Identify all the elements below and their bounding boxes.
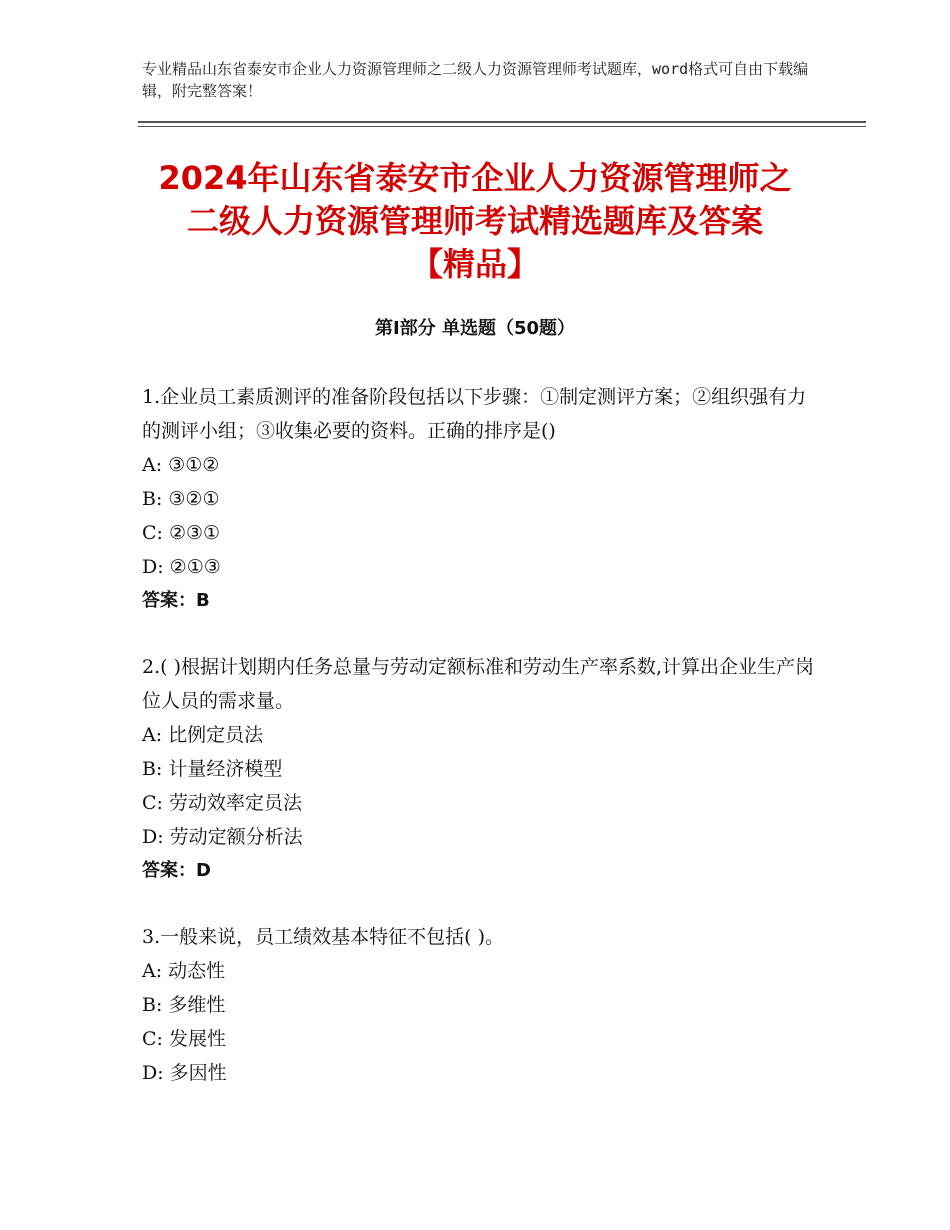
title-line-3: 【精品】 bbox=[410, 245, 539, 283]
document-title bbox=[100, 157, 850, 286]
option-d: D: 多因性 bbox=[142, 1062, 227, 1084]
header-note: 专业精品山东省泰安市企业人力资源管理师之二级人力资源管理师考试题库，word格式可自由下载编辑，附完整答案！ bbox=[142, 60, 809, 100]
question-3 bbox=[142, 920, 822, 1090]
title-line-2: 二级人力资源管理师考试精选题库及答案 bbox=[186, 202, 763, 240]
option-b: B: 多维性 bbox=[142, 994, 226, 1016]
answer-label: 答案：B bbox=[142, 590, 210, 611]
header-rule-thin bbox=[138, 126, 866, 127]
option-c: C: 发展性 bbox=[142, 1028, 226, 1050]
option-b: B: 计量经济模型 bbox=[142, 758, 283, 780]
option-a: A: ③①② bbox=[142, 454, 220, 476]
question-stem: 3.一般来说，员工绩效基本特征不包括( )。 bbox=[142, 926, 504, 948]
title-line-1: 2024年山东省泰安市企业人力资源管理师之 bbox=[158, 159, 792, 197]
question-list bbox=[142, 380, 822, 1122]
option-c: C: 劳动效率定员法 bbox=[142, 792, 302, 814]
option-a: A: 动态性 bbox=[142, 960, 226, 982]
option-b: B: ③②① bbox=[142, 488, 220, 510]
question-stem: 1.企业员工素质测评的准备阶段包括以下步骤：①制定测评方案；②组织强有力的测评小组；③收集必要的资料。正确的排序是() bbox=[142, 386, 807, 442]
question-2 bbox=[142, 650, 822, 888]
option-d: D: ②①③ bbox=[142, 556, 221, 578]
question-stem: 2.( )根据计划期内任务总量与劳动定额标准和劳动生产率系数,计算出企业生产岗位人员的需求量。 bbox=[142, 656, 815, 712]
option-a: A: 比例定员法 bbox=[142, 724, 264, 746]
option-c: C: ②③① bbox=[142, 522, 221, 544]
question-1 bbox=[142, 380, 822, 618]
section-title: 第Ⅰ部分 单选题（50题） bbox=[374, 318, 575, 339]
answer-label: 答案：D bbox=[142, 860, 211, 881]
option-d: D: 劳动定额分析法 bbox=[142, 826, 303, 848]
header-rule-thick bbox=[138, 121, 866, 123]
